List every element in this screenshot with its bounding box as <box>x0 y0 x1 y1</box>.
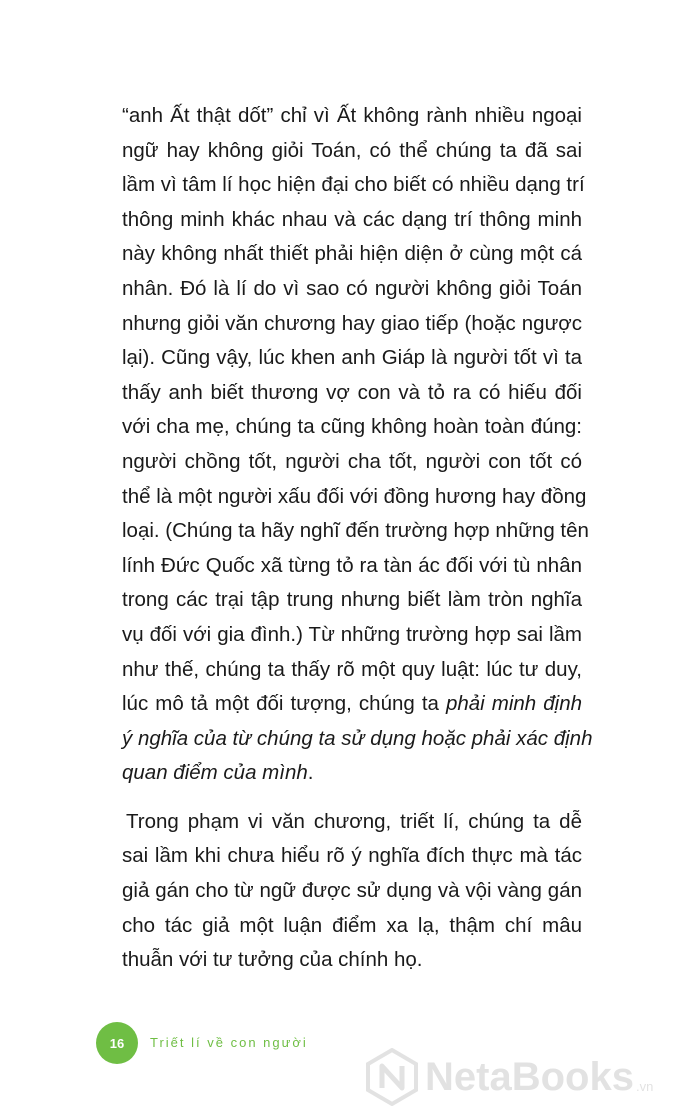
text-line: loại. (Chúng ta hãy nghĩ đến trường hợp những tên <box>122 519 589 543</box>
text-line: với cha mẹ, chúng ta cũng không hoàn toàn đúng: <box>122 415 582 439</box>
paragraph-gap <box>122 791 582 805</box>
emphasis-text: quan điểm của mình <box>122 761 308 785</box>
text-line: Trong phạm vi văn chương, triết lí, chúng ta dễ <box>126 809 582 833</box>
paragraph-1 <box>122 99 593 791</box>
watermark-suffix: .vn <box>635 1079 654 1094</box>
text-line: “anh Ất thật dốt” chỉ vì Ất không rành nhiều ngoại <box>122 104 582 127</box>
text-line: như thế, chúng ta thấy rõ một quy luật: lúc tư duy, <box>122 657 582 681</box>
text-line: thể là một người xấu đối với đồng hương hay đồng <box>122 484 587 508</box>
text-line: thấy anh biết thương vợ con và tỏ ra có hiếu đối <box>122 380 582 404</box>
text-line: trong các trại tập trung nhưng biết làm tròn nghĩa <box>122 588 582 612</box>
page-body <box>122 99 593 978</box>
watermark <box>365 1046 695 1108</box>
paragraph-2 <box>122 805 582 978</box>
text-line: người chồng tốt, người cha tốt, người con tốt có <box>122 449 582 473</box>
text-line: lính Đức Quốc xã từng tỏ ra tàn ác đối với tù nhân <box>122 553 582 577</box>
text-line: này không nhất thiết phải hiện diện ở cùng một cá <box>122 242 582 266</box>
text-line: sai lầm khi chưa hiểu rõ ý nghĩa đích thực mà tác <box>122 844 582 868</box>
text-line: ngữ hay không giỏi Toán, có thể chúng ta đã sai <box>122 138 582 162</box>
text-line <box>122 756 582 791</box>
text-line: lầm vì tâm lí học hiện đại cho biết có nhiều dạng trí <box>122 173 585 197</box>
running-title: Triết lí về con người <box>150 1035 308 1050</box>
text-line: giả gán cho từ ngữ được sử dụng và vội vàng gán <box>122 879 582 903</box>
text-segment: lúc mô tả một đối tượng, chúng ta <box>122 692 446 716</box>
text-segment: . <box>307 761 314 785</box>
watermark-brand: NetaBooks <box>425 1054 634 1099</box>
text-line: cho tác giả một luận điểm xa lạ, thậm chí mâu <box>122 913 582 937</box>
text-line: lại). Cũng vậy, lúc khen anh Giáp là người tốt vì ta <box>122 346 582 370</box>
text-line: nhưng giỏi văn chương hay giao tiếp (hoặc ngược <box>122 311 582 335</box>
text-line: thông minh khác nhau và các dạng trí thông minh <box>122 207 582 231</box>
text-line <box>122 687 582 722</box>
page-number: 16 <box>96 1022 138 1064</box>
text-line: vụ đối với gia đình.) Từ những trường hợp sai lầm <box>122 622 582 646</box>
text-line: nhân. Đó là lí do vì sao có người không giỏi Toán <box>122 276 582 300</box>
text-line: thuẫn với tư tưởng của chính họ. <box>122 948 423 972</box>
netabooks-n-logo-icon <box>365 1048 419 1106</box>
emphasis-line: ý nghĩa của từ chúng ta sử dụng hoặc phải xác định <box>122 726 593 750</box>
emphasis-text: phải minh định <box>445 692 583 716</box>
